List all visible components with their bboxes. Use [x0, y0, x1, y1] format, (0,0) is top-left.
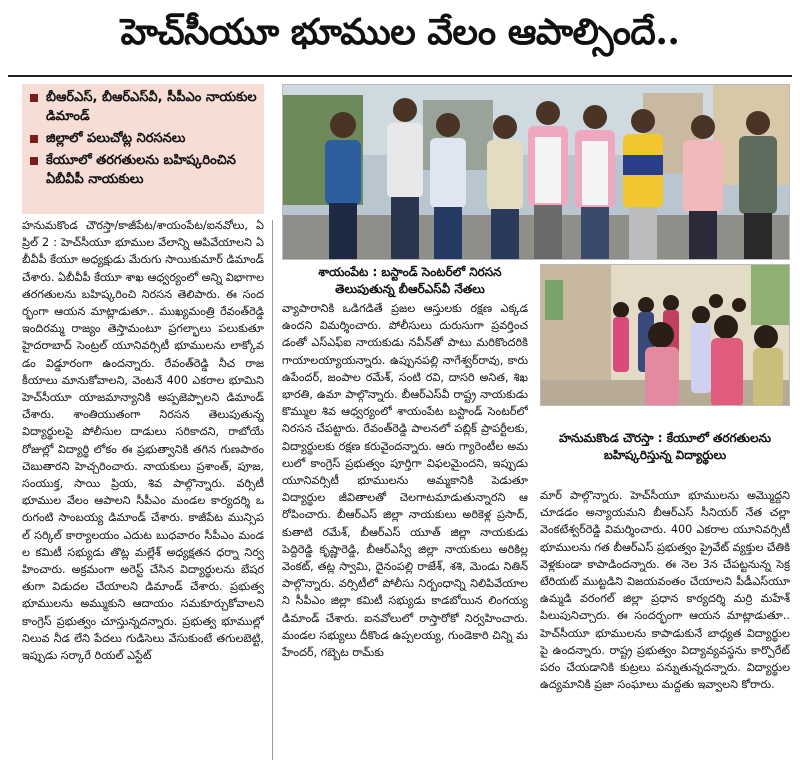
article-text: హనుమకొండ చౌరస్తా/కాజీపేట/శాయంపేట/ఐనవోలు, ఏప్రిల్‌ 2 : హెచ్‌సీయూ భూముల వేలాన్ని ఆపివేయాలని ఏబీవీపీ కేయూ అధ్యక్షుడు మేరుగు సాయికుమార్‌ డిమాండ్‌ చేశారు. ఏబీవీపీ కేయూ శాఖ ఆధ్వర్యంలో అన్ని విభాగాల తరగతులను బహిష్కరించి నిరసన తెలిపారు. ఈ సందర్భంగా ఆయన మాట్లాడుతూ.. ముఖ్యమంత్రి రేవంత్‌రెడ్డి ఇందిరమ్మ రాజ్యం తెస్తామంటూ ప్రగల్భాలు పలుకుతూ హైదరాబాద్‌ సెంట్రల్‌ యూనివర్సిటీ భూములను లాక్కోవడం విడ్డూరంగా ఉందన్నారు. రేవంత్‌రెడ్డి నీచ రాజకీయాలు మానుకోవాలని, వెంటనే 400 ఎకరాల భూమిని హెచ్‌సీయూ యాజమాన్యానికి అప్పజెప్పాలని డిమాండ్‌ చేశారు. శాంతియుతంగా నిరసన తెలుపుతున్న విద్యార్థులపై పోలీసుల దాడులు సరికాదని, రాబోయే రోజుల్లో విద్యార్థి లోకం ఈ ప్రభుత్వానికి తగిన గుణపాఠం చెబుతారని హెచ్చరించారు. నాయకులు ప్రశాంత్‌, పూజ, సంయుక్త, సాయి ప్రియ, శివ పాల్గొన్నారు. వర్సిటీ భూముల వేలం ఆపాలని సీపీఎం మండల కార్యదర్శి ఒరుగంటి సాంబయ్య డిమాండ్‌ చేశారు. కాజీపేట మున్సిపల్‌ సర్కిల్‌ కార్యాలయం ఎదుట బుధవారం సీపీఎం మండల కమిటీ సభ్యుడు తొట్ల మల్లేశ్‌ అధ్యక్షతన ధర్నా నిర్వహించారు. అక్రమంగా అరెస్ట్‌ చేసిన విద్యార్థులను బేషరతుగా విడుదల చేయాలని డిమాండ్‌ చేశారు. ప్రభుత్వ భూములను అమ్ముకుని ఆదాయం సమకూర్చుకోవాలని కాంగ్రెస్‌ ప్రభుత్వం చూస్తున్నదన్నారు. ప్రభుత్వ భూముల్లో నిలువ నీడ లేని పేదలు గుడిసెలు వేసుకుంటే తగులబెట్టి, ఇప్పుడు సర్కారే రియల్‌ ఎస్టేట్‌	[22, 219, 264, 663]
bullet-icon	[30, 157, 38, 165]
protest-group-photo	[282, 84, 790, 260]
article-text: మార్‌ పాల్గొన్నారు. హెచ్‌సీయూ భూములను అమ్మొద్దని చూడడం అన్యాయమని బీఆర్‌ఎస్‌ సీనియర్‌ నేత చల్లా వెంకటేశ్వర్‌రెడ్డి విమర్శించారు. 400 ఎకరాల యూనివర్సిటీ భూములను గత బీఆర్‌ఎస్‌ ప్రభుత్వం ప్రైవేట్‌ వ్యక్తుల చేతికి వెళ్లకుండా కాపాడిందన్నారు. ఈ నెల 3న చేపట్టనున్న సెక్రటేరియట్‌ ముట్టడిని విజయవంతం చేయాలని పీడీఎస్‌యూ ఉమ్మడి వరంగల్‌ జిల్లా ప్రధాన కార్యదర్శి మర్రి మహేశ్‌ పిలుపునిచ్చారు. ఈ సందర్భంగా ఆయన మాట్లాడుతూ.. హెచ్‌సీయూ భూములను కాపాడుకునే బాధ్యత విద్యార్థులపై ఉందన్నారు. రాష్ట్ర ప్రభుత్వం విద్యావ్యవస్థను కార్పొరేట్‌ పరం చేయడానికి కుట్రలు పన్నుతున్నదన్నారు. విద్యార్థుల ఉద్యమానికి ప్రజా సంఘాలు మద్దతు ఇవ్వాలని కోరారు.	[540, 489, 790, 692]
highlight-text: జిల్లాలో పలుచోట్ల నిరసనలు	[46, 131, 186, 146]
highlights-box	[22, 84, 264, 214]
students-photo	[540, 264, 790, 406]
photo2-caption: హనుమకొండ చౌరస్తా : కేయూలో తరగతులను బహిష్కరిస్తున్న విద్యార్థులు	[558, 431, 772, 462]
headline-rule	[8, 75, 792, 77]
bullet-icon	[30, 94, 38, 102]
highlight-text: బీఆర్‌ఎస్‌, బీఆర్‌ఎస్‌వీ, సీపీఎం నాయకుల డిమాండ్‌	[46, 90, 257, 124]
highlight-text: కేయూలో తరగతులను బహిష్కరించిన ఏబీవీపీ నాయకులు	[46, 153, 236, 187]
photo1-caption: శాయంపేట : బస్టాండ్‌ సెంటర్‌లో నిరసన తెలుపుతున్న బీఆర్‌ఎస్‌వీ నేతలు	[318, 265, 502, 296]
column-divider	[272, 220, 273, 760]
article-column-1	[22, 217, 264, 762]
highlight-item	[28, 88, 258, 126]
bullet-icon	[30, 135, 38, 143]
highlight-item	[28, 151, 258, 189]
article-text: వ్యాపారానికి ఒడిగడితే ప్రజల ఆస్తులకు రక్షణ ఎక్కడ ఉందని విమర్శించారు. పోలీసులు దురుసుగా ప్రవర్తించడంతో ఎస్‌ఎఫ్‌ఐ నాయకుడు నవీన్‌తో పాటు మరికొందరికి గాయాలయ్యాయన్నారు. ఉప్పునపల్లి నాగేశ్వర్‌రావు, కారు ఉపేందర్‌, జంపాల రమేశ్‌, సంటి రవి, దాసరి అనిత, శిఖ భారతి, ఉమా పాల్గొన్నారు. బీఆర్‌ఎస్‌వీ రాష్ట్ర నాయకుడు కొమ్ముల శివ ఆధ్వర్యంలో శాయంపేట బస్టాండ్‌ సెంటర్‌లో నిరసన చేపట్టారు. రేవంత్‌రెడ్డి పాలనలో పబ్లిక్‌ ప్రాపర్టీలకు, విద్యార్థులకు రక్షణ కరువైందన్నారు. ఆరు గ్యారెంటీల అమలులో కాంగ్రెస్‌ ప్రభుత్వం పూర్తిగా విఫలమైందని, ఇప్పుడు యూనివర్సిటీ భూములను అమ్మకానికి పెడుతూ విద్యార్థుల జీవితాలతో చెలగాటమాడుతున్నారని ఆరోపించారు. బీఆర్‌ఎస్‌ జిల్లా నాయకులు అరికెళ్ల ప్రసాద్‌, కుతాటి రమేశ్‌, బీఆర్‌ఎస్‌ యూత్‌ జిల్లా నాయకుడు పెద్దిరెడ్డి కృష్ణారెడ్డి, బీఆర్‌ఎస్వీ జిల్లా నాయకులు అరికిల్ల వెంకట్‌, తట్ల స్వామి, దైనంపల్లి రాజేశ్‌, శశి, మెండు నితిన్‌ పాల్గొన్నారు. వర్సిటీలో పోలీసు నిర్బంధాన్ని నిలిపివేయాలని సీపీఎం జిల్లా కమిటీ సభ్యుడు కాడబోయిన లింగయ్య డిమాండ్‌ చేశారు. ఐనవోలులో రాస్తారోకో నిర్వహించారు. మండల సభ్యులు దీకొండ ఉప్పలయ్య, గుండెకారి చిన్ని మహేందర్‌, గబ్బెట రామ్‌కు	[282, 302, 528, 660]
article-column-2	[282, 300, 528, 762]
highlight-item	[28, 129, 258, 148]
headline: హెచ్‌సీయూ భూముల వేలం ఆపాల్సిందే..	[120, 10, 680, 53]
article-column-3	[540, 487, 790, 762]
